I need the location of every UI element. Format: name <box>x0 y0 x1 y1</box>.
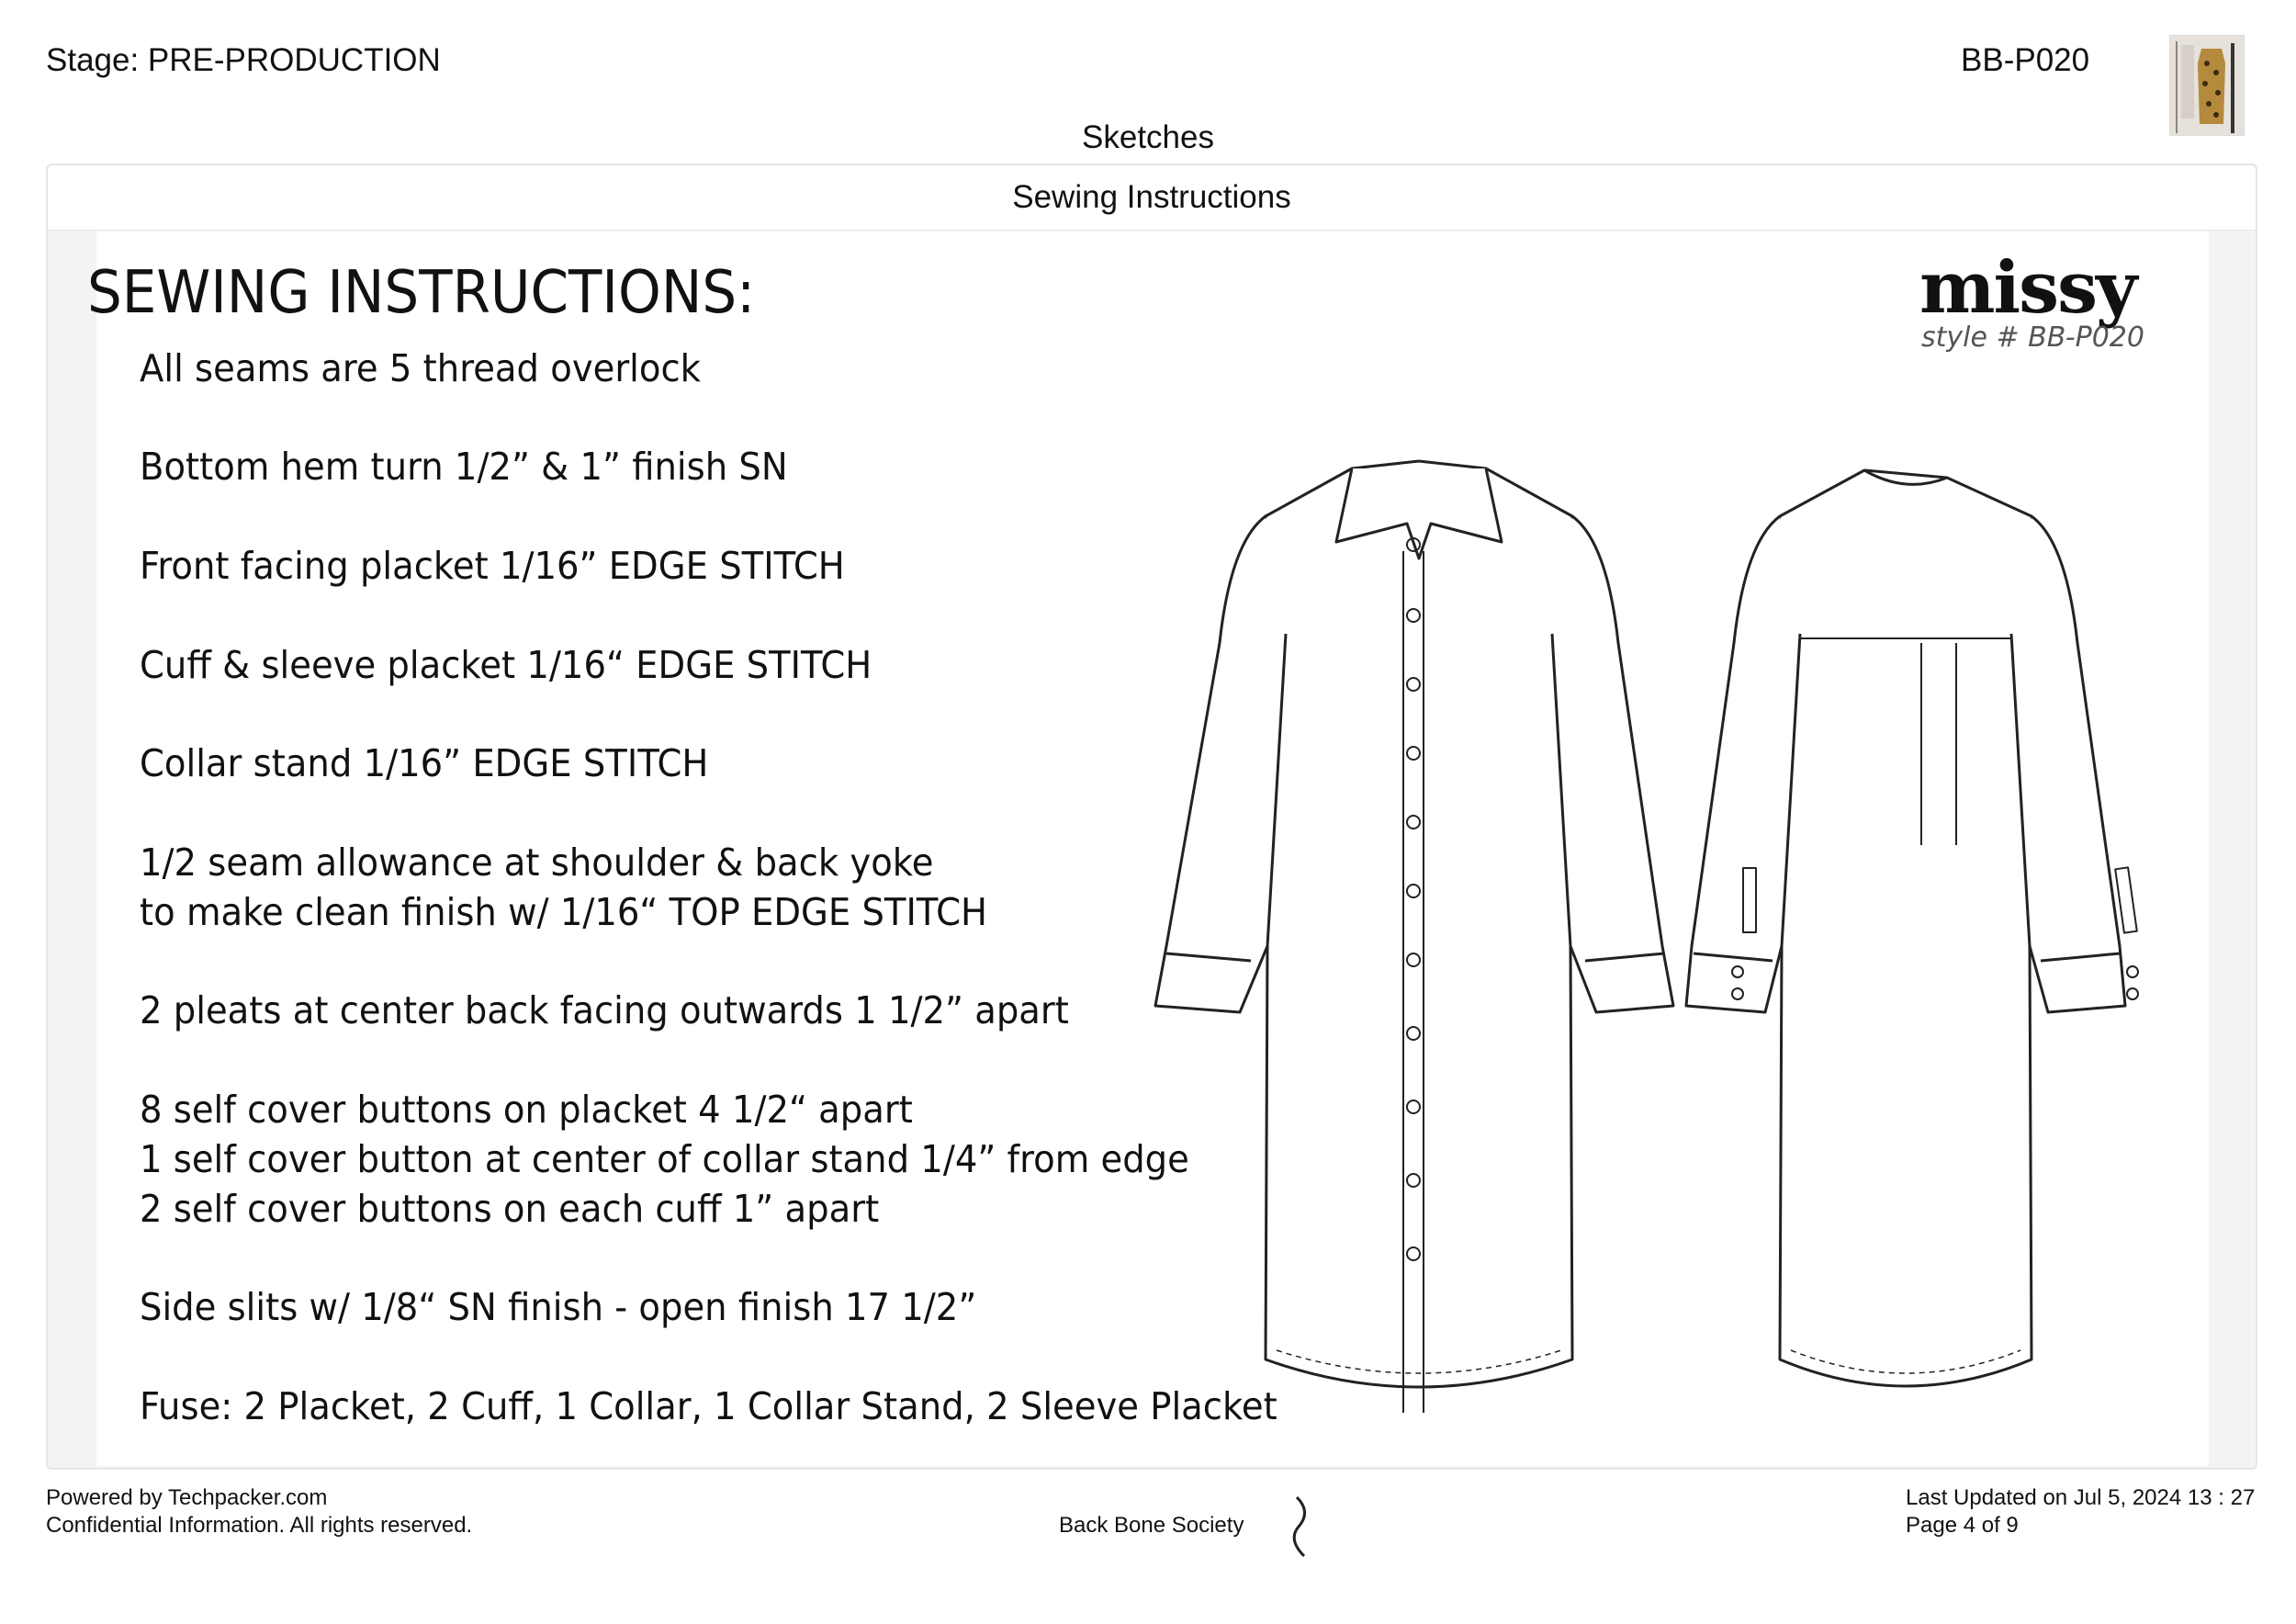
brand-logo: missy <box>1919 246 2136 330</box>
front-view-sketch <box>1155 461 1673 1413</box>
instruction-item: Cuff & sleeve placket 1/16“ EDGE STITCH <box>140 643 872 687</box>
sheet-heading: SEWING INSTRUCTIONS: <box>87 259 756 327</box>
instruction-item: Collar stand 1/16” EDGE STITCH <box>140 741 709 785</box>
instruction-item: All seams are 5 thread overlock <box>140 346 701 390</box>
instruction-item: Side slits w/ 1/8“ SN finish - open finish 17 1/2” <box>140 1285 977 1329</box>
instruction-item: Fuse: 2 Placket, 2 Cuff, 1 Collar, 1 Collar Stand, 2 Sleeve Placket <box>140 1384 1277 1428</box>
footer-right <box>1906 1484 2255 1539</box>
brand-style-number: style # BB-P020 <box>1921 321 2144 354</box>
company-logo-icon <box>1288 1495 1315 1560</box>
company-name: Back Bone Society <box>1059 1513 1244 1538</box>
confidential-text: Confidential Information. All rights reserved. <box>46 1513 473 1538</box>
instruction-item: Front facing placket 1/16” EDGE STITCH <box>140 544 845 588</box>
instruction-item: 2 pleats at center back facing outwards 1 1/2” apart <box>140 988 1069 1032</box>
instruction-item: 1/2 seam allowance at shoulder & back yoke to make clean finish w/ 1/16“ TOP EDGE STITCH <box>140 840 988 934</box>
instruction-item: 8 self cover buttons on placket 4 1/2“ apart 1 self cover button at center of collar stand 1/4” from edge 2 self cover buttons on each cuff 1” apart <box>140 1088 1189 1231</box>
stage-label: Stage: PRE-PRODUCTION <box>46 42 441 78</box>
footer-left <box>46 1484 472 1539</box>
last-updated-text: Last Updated on Jul 5, 2024 13 : 27 <box>1906 1485 2256 1510</box>
instruction-item: Bottom hem turn 1/2” & 1” finish SN <box>140 445 788 489</box>
style-code: BB-P020 <box>1961 42 2090 78</box>
page-number-text: Page 4 of 9 <box>1906 1513 2019 1538</box>
section-title: Sketches <box>1082 119 1214 155</box>
back-view-sketch <box>1686 470 2138 1386</box>
powered-by-text: Powered by Techpacker.com <box>46 1485 328 1510</box>
panel-title: Sewing Instructions <box>48 165 2256 231</box>
garment-flat-sketches <box>1148 450 2204 1433</box>
